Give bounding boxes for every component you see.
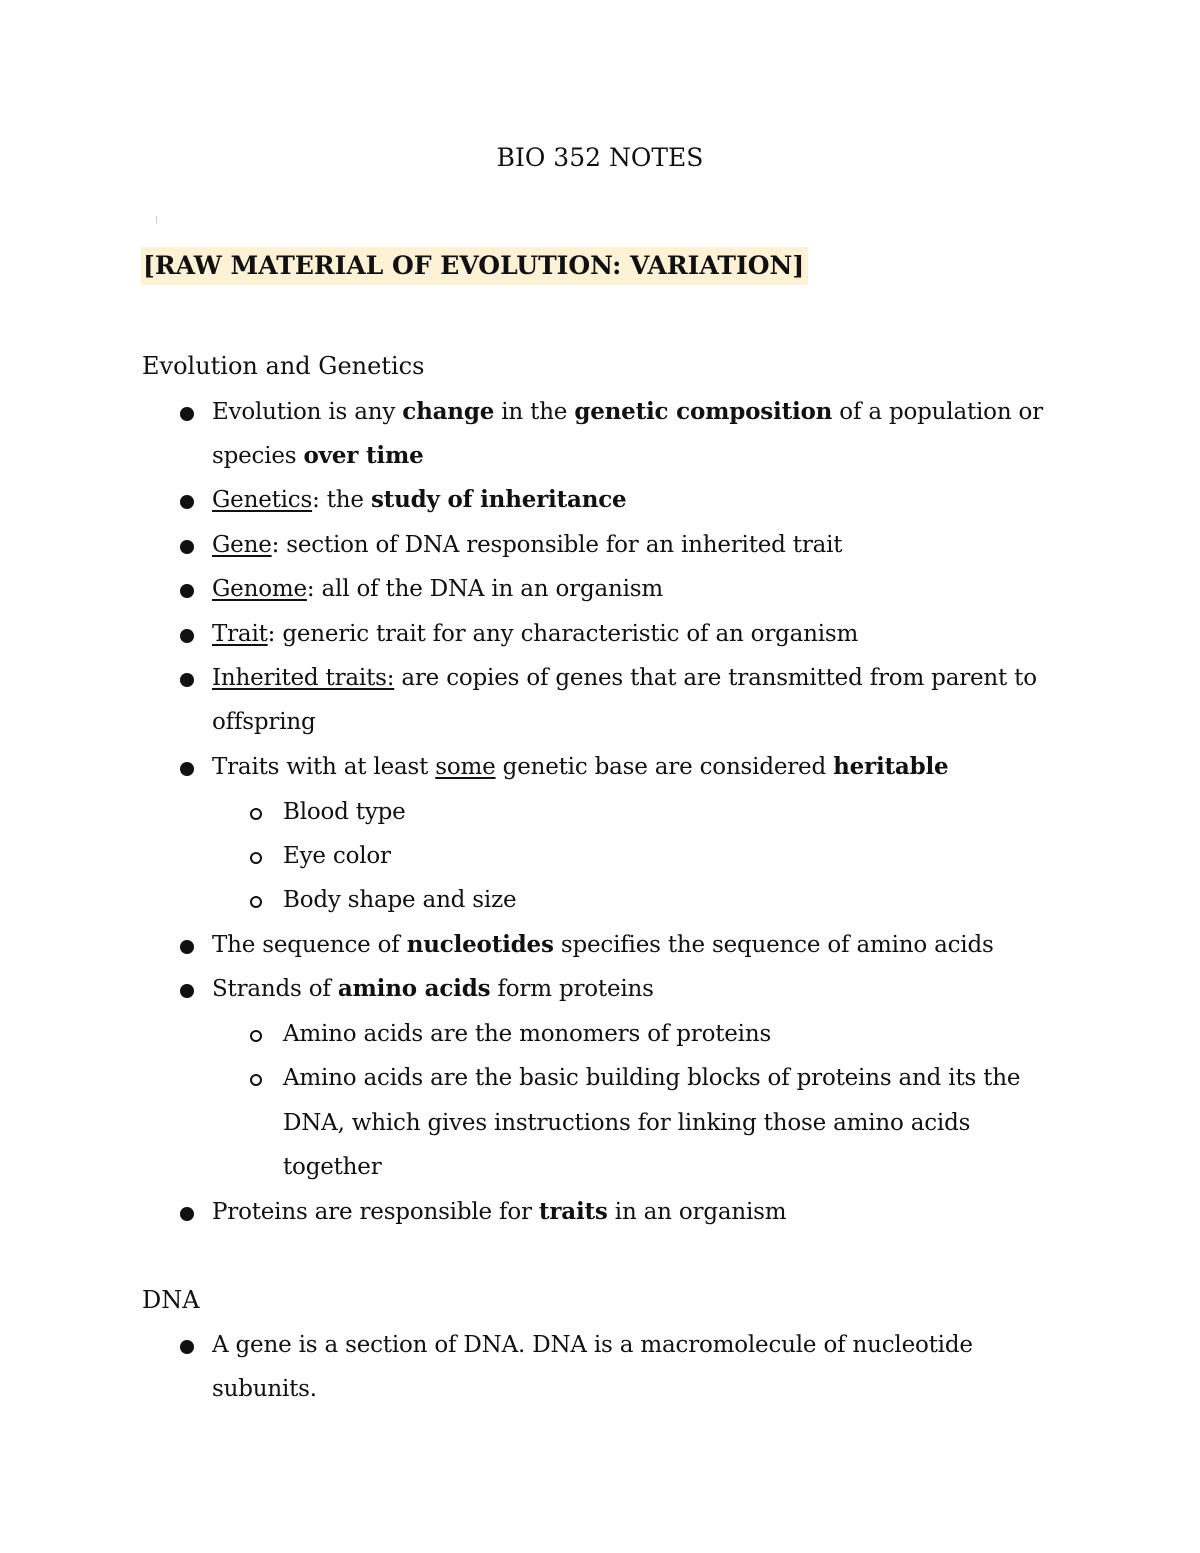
term-genetics: Genetics — [212, 487, 313, 513]
list-item-text-proteins: Proteins are responsible for traits in an organism — [212, 1198, 787, 1225]
list-item: A gene is a section of DNA. DNA is a macromolecule of nucleotide — [212, 1332, 973, 1358]
bullet-dot — [180, 940, 194, 954]
list-item — [212, 530, 842, 560]
list-item — [212, 574, 663, 604]
list-item-text-trait: : generic trait for any characteristic of an organism — [267, 621, 859, 647]
sub-list-item-continuation: together — [283, 1154, 382, 1180]
bullet-dot — [180, 407, 194, 421]
ruler-tick — [156, 216, 157, 223]
list-item-text-evolution-def-cont: species over time — [212, 442, 424, 469]
list-item — [212, 1197, 786, 1227]
sub-list-item: Body shape and size — [283, 887, 517, 913]
bullet-dot — [180, 984, 194, 998]
sub-bullet-circle — [250, 1074, 262, 1086]
list-item-continuation: offspring — [212, 709, 316, 735]
list-item-text-inherited-traits: are copies of genes that are transmitted from parent to — [394, 665, 1037, 691]
sub-list-item: Eye color — [283, 843, 391, 869]
list-item — [212, 974, 654, 1004]
bullet-dot — [180, 762, 194, 776]
bullet-dot — [180, 584, 194, 598]
sub-list-item: Amino acids are the monomers of proteins — [283, 1021, 772, 1047]
sub-list-item-continuation: DNA, which gives instructions for linking those amino acids — [283, 1110, 971, 1136]
list-item-text-gene: : section of DNA responsible for an inherited trait — [271, 532, 843, 558]
list-item — [212, 930, 994, 960]
sub-bullet-circle — [250, 808, 262, 820]
term-genome: Genome — [212, 576, 307, 602]
term-trait: Trait — [212, 621, 268, 647]
bullet-dot — [180, 673, 194, 687]
list-item-continuation — [212, 441, 424, 471]
list-item — [212, 752, 948, 782]
list-item-continuation: subunits. — [212, 1376, 317, 1402]
list-item-text-nucleotides: The sequence of nucleotides specifies the sequence of amino acids — [212, 931, 994, 958]
sub-list-item: Amino acids are the basic building blocks of proteins and its the — [283, 1065, 1021, 1091]
bullet-dot — [180, 1207, 194, 1221]
highlighted-heading: [RAW MATERIAL OF EVOLUTION: VARIATION] — [141, 247, 808, 285]
bullet-dot — [180, 629, 194, 643]
bullet-dot — [180, 1340, 194, 1354]
sub-bullet-circle — [250, 896, 262, 908]
page-title: BIO 352 NOTES — [496, 143, 704, 172]
sub-bullet-circle — [250, 852, 262, 864]
section-heading-evolution-genetics: Evolution and Genetics — [142, 352, 425, 380]
list-item-text-heritable: Traits with at least some genetic base are considered heritable — [212, 753, 949, 780]
bullet-dot — [180, 540, 194, 554]
list-item — [212, 663, 1037, 693]
list-item — [212, 397, 1043, 427]
list-item-text-strands: Strands of amino acids form proteins — [212, 975, 654, 1002]
sub-bullet-circle — [250, 1030, 262, 1042]
section-heading-dna: DNA — [142, 1286, 200, 1314]
sub-list-item: Blood type — [283, 799, 406, 825]
list-item — [212, 485, 627, 515]
bullet-dot — [180, 495, 194, 509]
list-item-text-evolution-def: Evolution is any change in the genetic composition of a population or — [212, 398, 1043, 425]
term-gene: Gene — [212, 532, 272, 558]
list-item — [212, 619, 858, 649]
term-inherited-traits: Inherited traits: — [212, 665, 395, 691]
list-item-text-genome: : all of the DNA in an organism — [306, 576, 663, 602]
list-item-text-genetics: : the study of inheritance — [312, 486, 627, 513]
